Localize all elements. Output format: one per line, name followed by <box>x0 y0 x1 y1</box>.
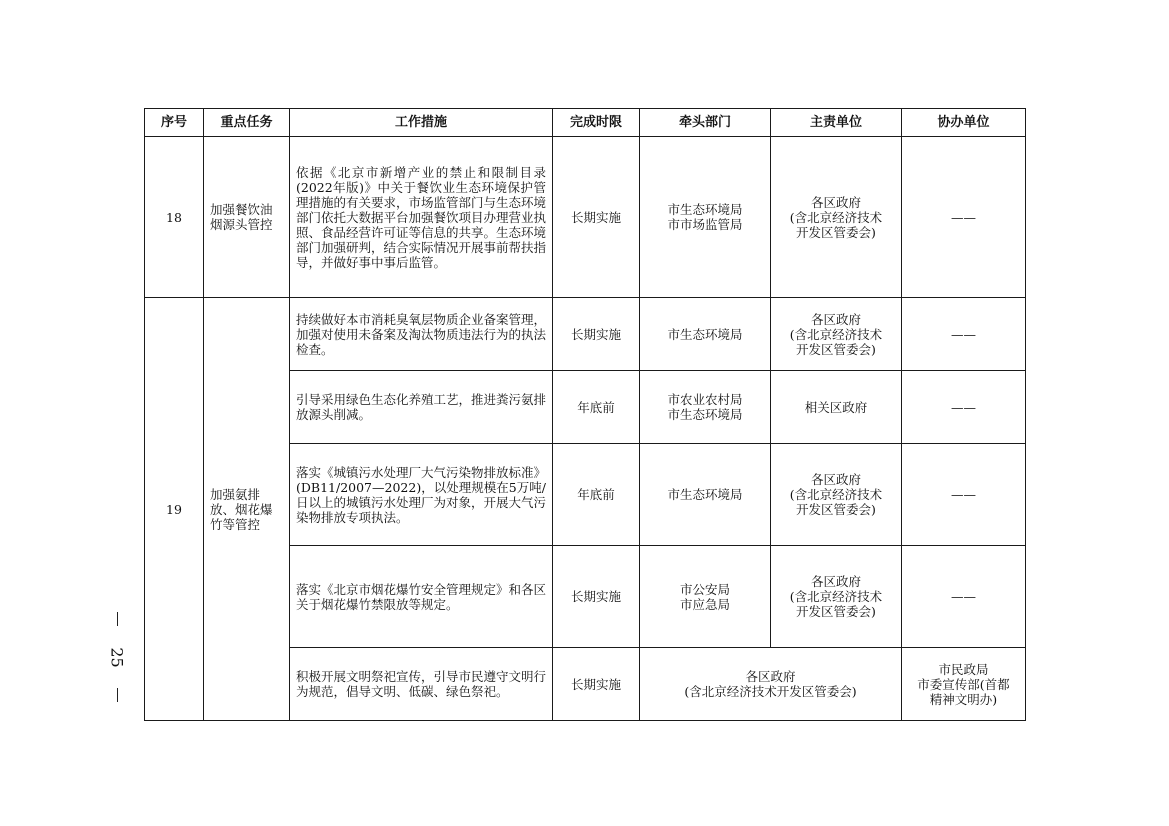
header-lead: 牵头部门 <box>640 109 771 137</box>
row-assist: —— <box>902 444 1026 546</box>
merged-line: 各区政府 <box>745 669 796 684</box>
row-lead <box>640 546 771 648</box>
responsible-line: (含北京经济技术 <box>789 487 883 502</box>
row-measure: 积极开展文明祭祀宣传，引导市民遵守文明行为规范，倡导文明、低碳、绿色祭祀。 <box>290 648 553 721</box>
responsible-line: 开发区管委会) <box>796 604 876 619</box>
row-deadline: 长期实施 <box>553 546 640 648</box>
row-assist: —— <box>902 546 1026 648</box>
row-assist: —— <box>902 371 1026 444</box>
row-no: 18 <box>145 137 204 298</box>
lead-line: 市农业农村局 <box>667 392 743 407</box>
row-measure: 落实《城镇污水处理厂大气污染物排放标准》(DB11/2007—2022)，以处理规模在5万吨/日以上的城镇污水处理厂为对象，开展大气污染物排放专项执法。 <box>290 444 553 546</box>
row-responsible <box>771 444 902 546</box>
row-responsible <box>771 546 902 648</box>
row-responsible <box>771 298 902 371</box>
row-responsible <box>771 371 902 444</box>
responsible-line: 各区政府 <box>810 311 861 327</box>
lead-line: 市生态环境局 <box>667 202 743 217</box>
responsible-line: 各区政府 <box>810 194 861 210</box>
responsible-line: (含北京经济技术 <box>789 326 883 342</box>
row-deadline: 长期实施 <box>553 298 640 371</box>
lead-line: 市生态环境局 <box>667 487 743 502</box>
row-deadline: 年底前 <box>553 371 640 444</box>
responsible-line: (含北京经济技术 <box>789 209 883 225</box>
lead-line: 市生态环境局 <box>667 326 743 342</box>
page-number-dash-top <box>117 612 118 626</box>
row-lead <box>640 298 771 371</box>
assist-line: 精神文明办) <box>929 691 998 707</box>
row-measure: 落实《北京市烟花爆竹安全管理规定》和各区关于烟花爆竹禁限放等规定。 <box>290 546 553 648</box>
row-assist: —— <box>902 298 1026 371</box>
header-assist: 协办单位 <box>902 109 1026 137</box>
header-task: 重点任务 <box>204 109 290 137</box>
lead-line: 市公安局 <box>679 581 730 597</box>
responsible-line: 各区政府 <box>810 472 861 487</box>
row-deadline: 长期实施 <box>553 137 640 298</box>
page-number-text: 25 <box>107 646 127 668</box>
row-no: 19 <box>145 298 204 721</box>
header-row <box>145 109 1026 137</box>
assist-line: 市民政局 <box>938 661 989 677</box>
row-lead <box>640 137 771 298</box>
row-deadline: 长期实施 <box>553 648 640 721</box>
row-responsible <box>771 137 902 298</box>
responsible-line: 开发区管委会) <box>796 502 876 517</box>
page-number <box>102 612 132 702</box>
row-lead <box>640 444 771 546</box>
row-measure: 依据《北京市新增产业的禁止和限制目录(2022年版)》中关于餐饮业生态环境保护管理措施的有关要求，市场监管部门与生态环境部门依托大数据平台加强餐饮项目办理营业执照、食品经营许可证等信息的共享。生态环境部门加强研判，结合实际情况开展事前帮扶指导，并做好事中事后监管。 <box>290 137 553 298</box>
responsible-line: 开发区管委会) <box>796 224 876 240</box>
header-responsible: 主责单位 <box>771 109 902 137</box>
merged-line: (含北京经济技术开发区管委会) <box>684 684 857 699</box>
row-task: 加强餐饮油烟源头管控 <box>204 137 290 298</box>
page-number-dash-bottom <box>117 688 118 702</box>
header-deadline: 完成时限 <box>553 109 640 137</box>
row-lead-responsible-merged <box>640 648 902 721</box>
lead-line: 市应急局 <box>679 596 730 612</box>
row-assist: —— <box>902 137 1026 298</box>
responsible-line: 相关区政府 <box>804 399 868 415</box>
row-deadline: 年底前 <box>553 444 640 546</box>
row-measure: 引导采用绿色生态化养殖工艺，推进粪污氨排放源头削减。 <box>290 371 553 444</box>
table-row <box>145 137 1026 298</box>
header-measure: 工作措施 <box>290 109 553 137</box>
task-table <box>144 108 1026 721</box>
assist-line: 市委宣传部(首都 <box>917 676 1010 692</box>
responsible-line: 各区政府 <box>810 574 861 589</box>
row-lead <box>640 371 771 444</box>
row-measure: 持续做好本市消耗臭氧层物质企业备案管理，加强对使用未备案及淘汰物质违法行为的执法检查。 <box>290 298 553 371</box>
lead-line: 市生态环境局 <box>667 407 743 422</box>
table-row <box>145 298 1026 371</box>
row-task: 加强氨排放、烟花爆竹等管控 <box>204 298 290 721</box>
responsible-line: (含北京经济技术 <box>789 589 883 604</box>
header-no: 序号 <box>145 109 204 137</box>
responsible-line: 开发区管委会) <box>796 341 876 357</box>
row-assist <box>902 648 1026 721</box>
lead-line: 市市场监管局 <box>667 217 743 232</box>
